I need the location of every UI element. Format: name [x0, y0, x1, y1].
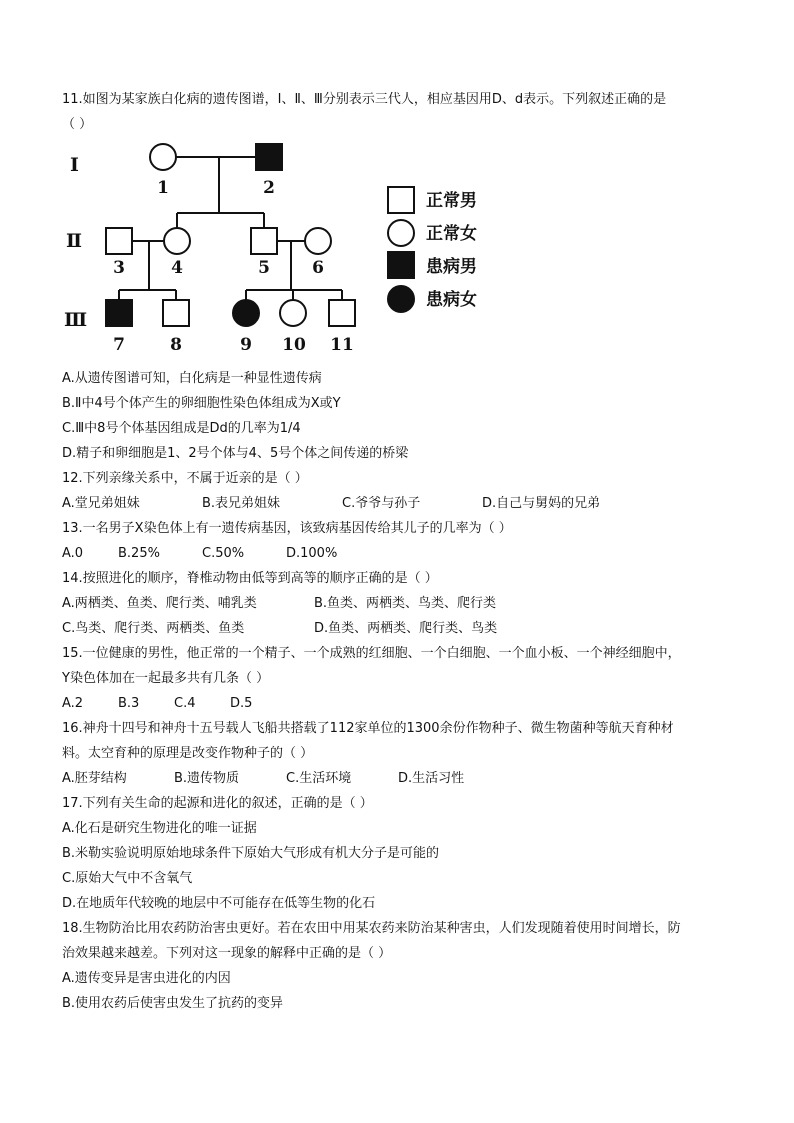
pedigree-individual-10	[280, 300, 306, 326]
pedigree-chart	[60, 135, 500, 360]
pedigree-individual-9	[233, 300, 259, 326]
q15-stem-line1: 15.一位健康的男性，他正常的一个精子、一个成熟的红细胞、一个白细胞、一个血小板、一个神经细胞中，	[62, 646, 681, 661]
q15-stem-line2: Y染色体加在一起最多共有几条（ ）	[62, 671, 270, 686]
q12-option-d: D.自己与舅妈的兄弟	[482, 496, 601, 511]
q16-stem-line2: 料。太空育种的原理是改变作物种子的（ ）	[62, 746, 314, 761]
q14-option-b: B.鱼类、两栖类、鸟类、爬行类	[314, 596, 497, 611]
q13-option-a: A.0	[62, 546, 84, 561]
q13-option-d: D.100%	[286, 546, 338, 561]
q11-option-b: B.Ⅱ中4号个体产生的卵细胞性染色体组成为X或Y	[62, 396, 341, 411]
gen-label-i: Ⅰ	[70, 154, 79, 176]
q15-option-b: B.3	[118, 696, 140, 711]
q16-stem-line1: 16.神舟十四号和神舟十五号载人飞船共搭载了112家单位的1300余份作物种子、微生物菌种等航天育种材	[62, 721, 674, 736]
num-7: 7	[113, 335, 125, 355]
gen-label-iii: Ⅲ	[64, 309, 88, 331]
legend-symbol-normal-female	[388, 220, 414, 246]
legend-normal-female: 正常女	[426, 224, 477, 244]
pedigree-individual-1	[150, 144, 176, 170]
q12-option-b: B.表兄弟姐妹	[202, 496, 281, 511]
q14-option-a: A.两栖类、鱼类、爬行类、哺乳类	[62, 596, 257, 611]
q16-option-a: A.胚芽结构	[62, 771, 127, 786]
pedigree-individual-8	[163, 300, 189, 326]
legend-normal-male: 正常男	[426, 191, 477, 211]
legend-symbol-normal-male	[388, 187, 414, 213]
num-11: 11	[330, 335, 354, 355]
q18-stem-line2: 治效果越来越差。下列对这一现象的解释中正确的是（ ）	[62, 946, 392, 961]
q12-option-c: C.爷爷与孙子	[342, 496, 421, 511]
q14-option-c: C.鸟类、爬行类、两栖类、鱼类	[62, 621, 245, 636]
pedigree-individual-11	[329, 300, 355, 326]
pedigree-individual-3	[106, 228, 132, 254]
q15-option-c: C.4	[174, 696, 196, 711]
q17-stem: 17.下列有关生命的起源和进化的叙述，正确的是（ ）	[62, 796, 373, 811]
legend-affected-female: 患病女	[426, 290, 477, 310]
q16-option-c: C.生活环境	[286, 771, 352, 786]
num-10: 10	[282, 335, 306, 355]
q12-stem: 12.下列亲缘关系中，不属于近亲的是（ ）	[62, 471, 308, 486]
pedigree-individual-6	[305, 228, 331, 254]
legend-affected-male: 患病男	[426, 257, 477, 277]
num-2: 2	[263, 178, 275, 198]
num-9: 9	[240, 335, 252, 355]
q16-option-b: B.遗传物质	[174, 771, 240, 786]
pedigree-individual-5	[251, 228, 277, 254]
num-5: 5	[258, 258, 270, 278]
num-4: 4	[171, 258, 183, 278]
legend-symbol-affected-female	[388, 286, 414, 312]
num-3: 3	[113, 258, 125, 278]
q15-option-d: D.5	[230, 696, 253, 711]
pedigree-individual-4	[164, 228, 190, 254]
gen-label-ii: Ⅱ	[66, 230, 83, 252]
q18-option-b: B.使用农药后使害虫发生了抗药的变异	[62, 996, 284, 1011]
q15-option-a: A.2	[62, 696, 84, 711]
legend-symbol-affected-male	[388, 252, 414, 278]
q18-stem-line1: 18.生物防治比用农药防治害虫更好。若在农田中用某农药来防治某种害虫，人们发现随着使用时间增长，防	[62, 921, 681, 936]
q11-option-d: D.精子和卵细胞是1、2号个体与4、5号个体之间传递的桥梁	[62, 446, 409, 461]
q11-stem-line2: （ ）	[62, 117, 93, 132]
num-8: 8	[170, 335, 182, 355]
q11-option-a: A.从遗传图谱可知，白化病是一种显性遗传病	[62, 371, 322, 386]
q11-option-c: C.Ⅲ中8号个体基因组成是Dd的几率为1/4	[62, 421, 301, 436]
q13-option-c: C.50%	[202, 546, 245, 561]
q14-option-d: D.鱼类、两栖类、爬行类、鸟类	[314, 621, 498, 636]
q17-option-b: B.米勒实验说明原始地球条件下原始大气形成有机大分子是可能的	[62, 846, 440, 861]
num-6: 6	[312, 258, 324, 278]
q18-option-a: A.遗传变异是害虫进化的内因	[62, 971, 231, 986]
q13-option-b: B.25%	[118, 546, 160, 561]
q17-option-d: D.在地质年代较晚的地层中不可能存在低等生物的化石	[62, 896, 376, 911]
q16-option-d: D.生活习性	[398, 771, 465, 786]
pedigree-individual-7	[106, 300, 132, 326]
q11-stem-line1: 11.如图为某家族白化病的遗传图谱，Ⅰ、Ⅱ、Ⅲ分别表示三代人，相应基因用D、d表示。下列叙述正确的是	[62, 92, 667, 107]
q17-option-c: C.原始大气中不含氧气	[62, 871, 193, 886]
q12-option-a: A.堂兄弟姐妹	[62, 496, 140, 511]
q17-option-a: A.化石是研究生物进化的唯一证据	[62, 821, 257, 836]
q13-stem: 13.一名男子X染色体上有一遗传病基因，该致病基因传给其儿子的几率为（ ）	[62, 521, 512, 536]
pedigree-individual-2	[256, 144, 282, 170]
q14-stem: 14.按照进化的顺序，脊椎动物由低等到高等的顺序正确的是（ ）	[62, 571, 438, 586]
num-1: 1	[157, 178, 169, 198]
